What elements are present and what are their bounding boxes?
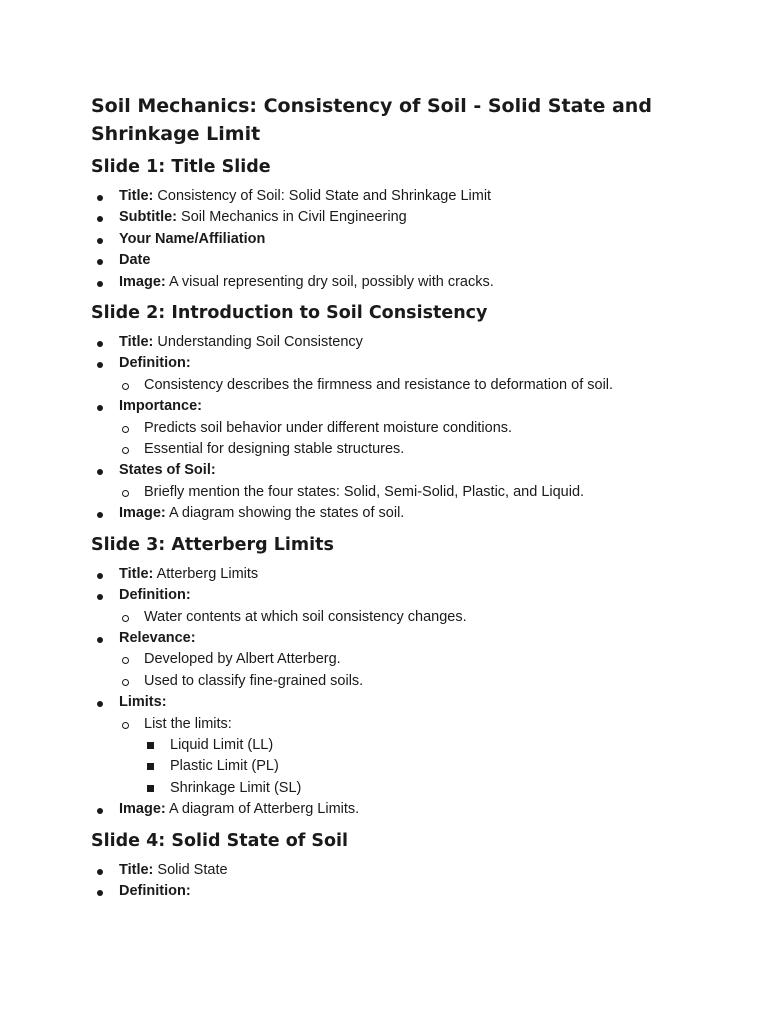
sub-list-item (119, 375, 711, 396)
item-text: A diagram of Atterberg Limits. (168, 801, 360, 818)
slide-heading: Slide 3: Atterberg Limits (91, 534, 334, 555)
square-bullet-icon (147, 756, 167, 778)
bullet-icon (97, 881, 117, 902)
list-item (91, 799, 711, 820)
circle-bullet-icon (122, 440, 142, 462)
circle-bullet-icon (122, 650, 142, 672)
sub-item-text: Predicts soil behavior under different moisture conditions. (144, 419, 513, 436)
sub-sub-list-item (144, 735, 711, 756)
item-label: Importance: (119, 398, 202, 415)
sub-list (119, 375, 711, 396)
sub-sub-item-text: Liquid Limit (LL) (170, 736, 274, 753)
sub-item-text: Consistency describes the firmness and resistance to deformation of soil. (144, 376, 614, 393)
sub-list (119, 714, 711, 800)
item-text: Solid State (157, 861, 228, 878)
list-item (91, 250, 711, 271)
circle-bullet-icon (122, 608, 142, 630)
slide-heading: Slide 2: Introduction to Soil Consistency (91, 303, 488, 324)
list-item (91, 272, 711, 293)
circle-bullet-icon (122, 715, 142, 737)
sub-sub-item-text: Plastic Limit (PL) (170, 758, 279, 775)
item-label: Title: (119, 861, 154, 878)
sub-list-item (119, 649, 711, 670)
sub-item-text: Essential for designing stable structures. (144, 441, 405, 458)
circle-bullet-icon (122, 419, 142, 441)
sub-item-text: List the limits: (144, 715, 232, 732)
item-text: Consistency of Soil: Solid State and Shrinkage Limit (157, 188, 492, 204)
list-item (91, 460, 711, 503)
sub-list-item (119, 418, 711, 439)
list-item (91, 396, 711, 460)
item-label: Title: (119, 188, 154, 204)
bullet-icon (97, 585, 117, 606)
sub-sub-list-item (144, 756, 711, 777)
circle-bullet-icon (122, 672, 142, 694)
item-label: Limits: (119, 694, 167, 711)
bullet-icon (97, 503, 117, 524)
bullet-icon (97, 692, 117, 713)
item-text: Atterberg Limits (156, 565, 259, 582)
sub-list-item (119, 671, 711, 692)
bullet-icon (97, 332, 117, 353)
item-text: Understanding Soil Consistency (157, 334, 363, 351)
item-text: A visual representing dry soil, possibly with cracks. (168, 273, 494, 290)
bullet-icon (97, 460, 117, 481)
slide-section-4 (91, 829, 711, 903)
list-item (91, 207, 711, 228)
circle-bullet-icon (122, 376, 142, 398)
sub-list (119, 649, 711, 692)
item-label: Your Name/Affiliation (119, 230, 266, 247)
list-item (91, 353, 711, 396)
sub-list (119, 607, 711, 628)
item-label: Title: (119, 334, 154, 351)
sub-list (119, 418, 711, 461)
sub-list-item (119, 482, 711, 503)
document-body (91, 92, 711, 910)
bullet-icon (97, 396, 117, 417)
bullet-icon (97, 564, 117, 585)
slide-heading: Slide 4: Solid State of Soil (91, 830, 349, 851)
bullet-icon (97, 860, 117, 881)
sub-list (119, 482, 711, 503)
slide-heading: Slide 1: Title Slide (91, 157, 271, 177)
bullet-icon (97, 229, 117, 250)
item-label: Title: (119, 565, 154, 582)
bullet-icon (97, 250, 117, 271)
item-text: A diagram showing the states of soil. (168, 505, 405, 522)
item-label: Relevance: (119, 629, 196, 646)
sub-item-text: Developed by Albert Atterberg. (144, 651, 341, 668)
item-label: Image: (119, 801, 166, 818)
sub-item-text: Water contents at which soil consistency changes. (144, 608, 467, 625)
bullet-icon (97, 272, 117, 293)
slide-section-3 (91, 533, 711, 821)
list-item (91, 585, 711, 628)
list-item (91, 564, 711, 585)
bullet-list (91, 186, 711, 293)
bullet-icon (97, 353, 117, 374)
item-label: Date (119, 252, 151, 269)
list-item (91, 692, 711, 799)
document-title: Soil Mechanics: Consistency of Soil - Solid State and Shrinkage Limit (91, 95, 652, 145)
item-label: States of Soil: (119, 462, 216, 479)
list-item (91, 229, 711, 250)
sub-sub-list (144, 735, 711, 799)
bullet-icon (97, 628, 117, 649)
item-text: Soil Mechanics in Civil Engineering (181, 209, 407, 226)
list-item (91, 881, 711, 902)
sub-item-text: Briefly mention the four states: Solid, Semi-Solid, Plastic, and Liquid. (144, 483, 585, 500)
square-bullet-icon (147, 778, 167, 800)
item-label: Image: (119, 505, 166, 522)
item-label: Definition: (119, 355, 191, 372)
circle-bullet-icon (122, 483, 142, 505)
sub-item-text: Used to classify fine-grained soils. (144, 672, 364, 689)
item-label: Subtitle: (119, 209, 177, 226)
list-item (91, 332, 711, 353)
slide-section-2 (91, 301, 711, 525)
item-label: Definition: (119, 882, 191, 899)
list-item (91, 186, 711, 207)
item-label: Definition: (119, 587, 191, 604)
bullet-list (91, 332, 711, 525)
bullet-list (91, 860, 711, 903)
sub-list-item (119, 607, 711, 628)
sub-list-item (119, 439, 711, 460)
list-item (91, 503, 711, 524)
sub-sub-item-text: Shrinkage Limit (SL) (170, 779, 302, 796)
bullet-icon (97, 186, 117, 207)
square-bullet-icon (147, 735, 167, 757)
slide-section-1 (91, 155, 711, 293)
bullet-icon (97, 207, 117, 228)
sub-list-item (119, 714, 711, 800)
bullet-list (91, 564, 711, 821)
sub-sub-list-item (144, 778, 711, 799)
item-label: Image: (119, 273, 166, 290)
bullet-icon (97, 799, 117, 820)
list-item (91, 628, 711, 692)
list-item (91, 860, 711, 881)
